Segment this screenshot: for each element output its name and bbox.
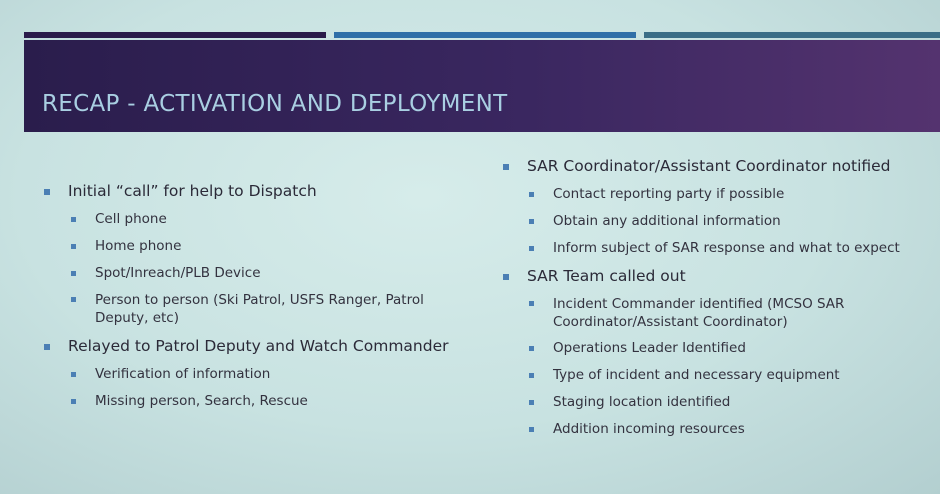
right-section-heading-1: SAR Coordinator/Assistant Coordinator notified [527,157,891,175]
list-item: Home phone [95,238,181,254]
list-item: Missing person, Search, Rescue [95,393,308,409]
square-bullet-icon [529,219,534,224]
slide-title: RECAP - ACTIVATION AND DEPLOYMENT [42,91,508,117]
square-bullet-icon [529,373,534,378]
square-bullet-icon [529,246,534,251]
square-bullet-icon [529,400,534,405]
list-item: Inform subject of SAR response and what to expect [553,240,900,256]
square-bullet-icon [71,244,76,249]
list-item: Verification of information [95,366,270,382]
right-section-heading-2: SAR Team called out [527,267,686,285]
square-bullet-icon [529,427,534,432]
square-bullet-icon [71,297,76,302]
square-bullet-icon [44,189,50,195]
left-section-heading-2: Relayed to Patrol Deputy and Watch Commander [68,337,449,355]
square-bullet-icon [71,271,76,276]
square-bullet-icon [71,217,76,222]
list-item: Addition incoming resources [553,421,745,437]
square-bullet-icon [71,372,76,377]
square-bullet-icon [529,192,534,197]
list-item: Spot/Inreach/PLB Device [95,265,261,281]
left-section-heading-1: Initial “call” for help to Dispatch [68,182,317,200]
list-item: Obtain any additional information [553,213,781,229]
accent-bar-left [24,32,326,38]
square-bullet-icon [71,399,76,404]
list-item: Type of incident and necessary equipment [553,367,840,383]
square-bullet-icon [529,346,534,351]
accent-bar-middle [334,32,636,38]
square-bullet-icon [44,344,50,350]
list-item: Incident Commander identified (MCSO SAR Coordinator/Assistant Coordinator) [553,295,883,331]
square-bullet-icon [503,274,509,280]
title-banner [24,40,940,132]
square-bullet-icon [503,164,509,170]
list-item: Cell phone [95,211,167,227]
square-bullet-icon [529,301,534,306]
list-item: Staging location identified [553,394,730,410]
list-item: Person to person (Ski Patrol, USFS Ranger, Patrol Deputy, etc) [95,291,450,327]
list-item: Operations Leader Identified [553,340,746,356]
accent-bar-right [644,32,940,38]
list-item: Contact reporting party if possible [553,186,784,202]
